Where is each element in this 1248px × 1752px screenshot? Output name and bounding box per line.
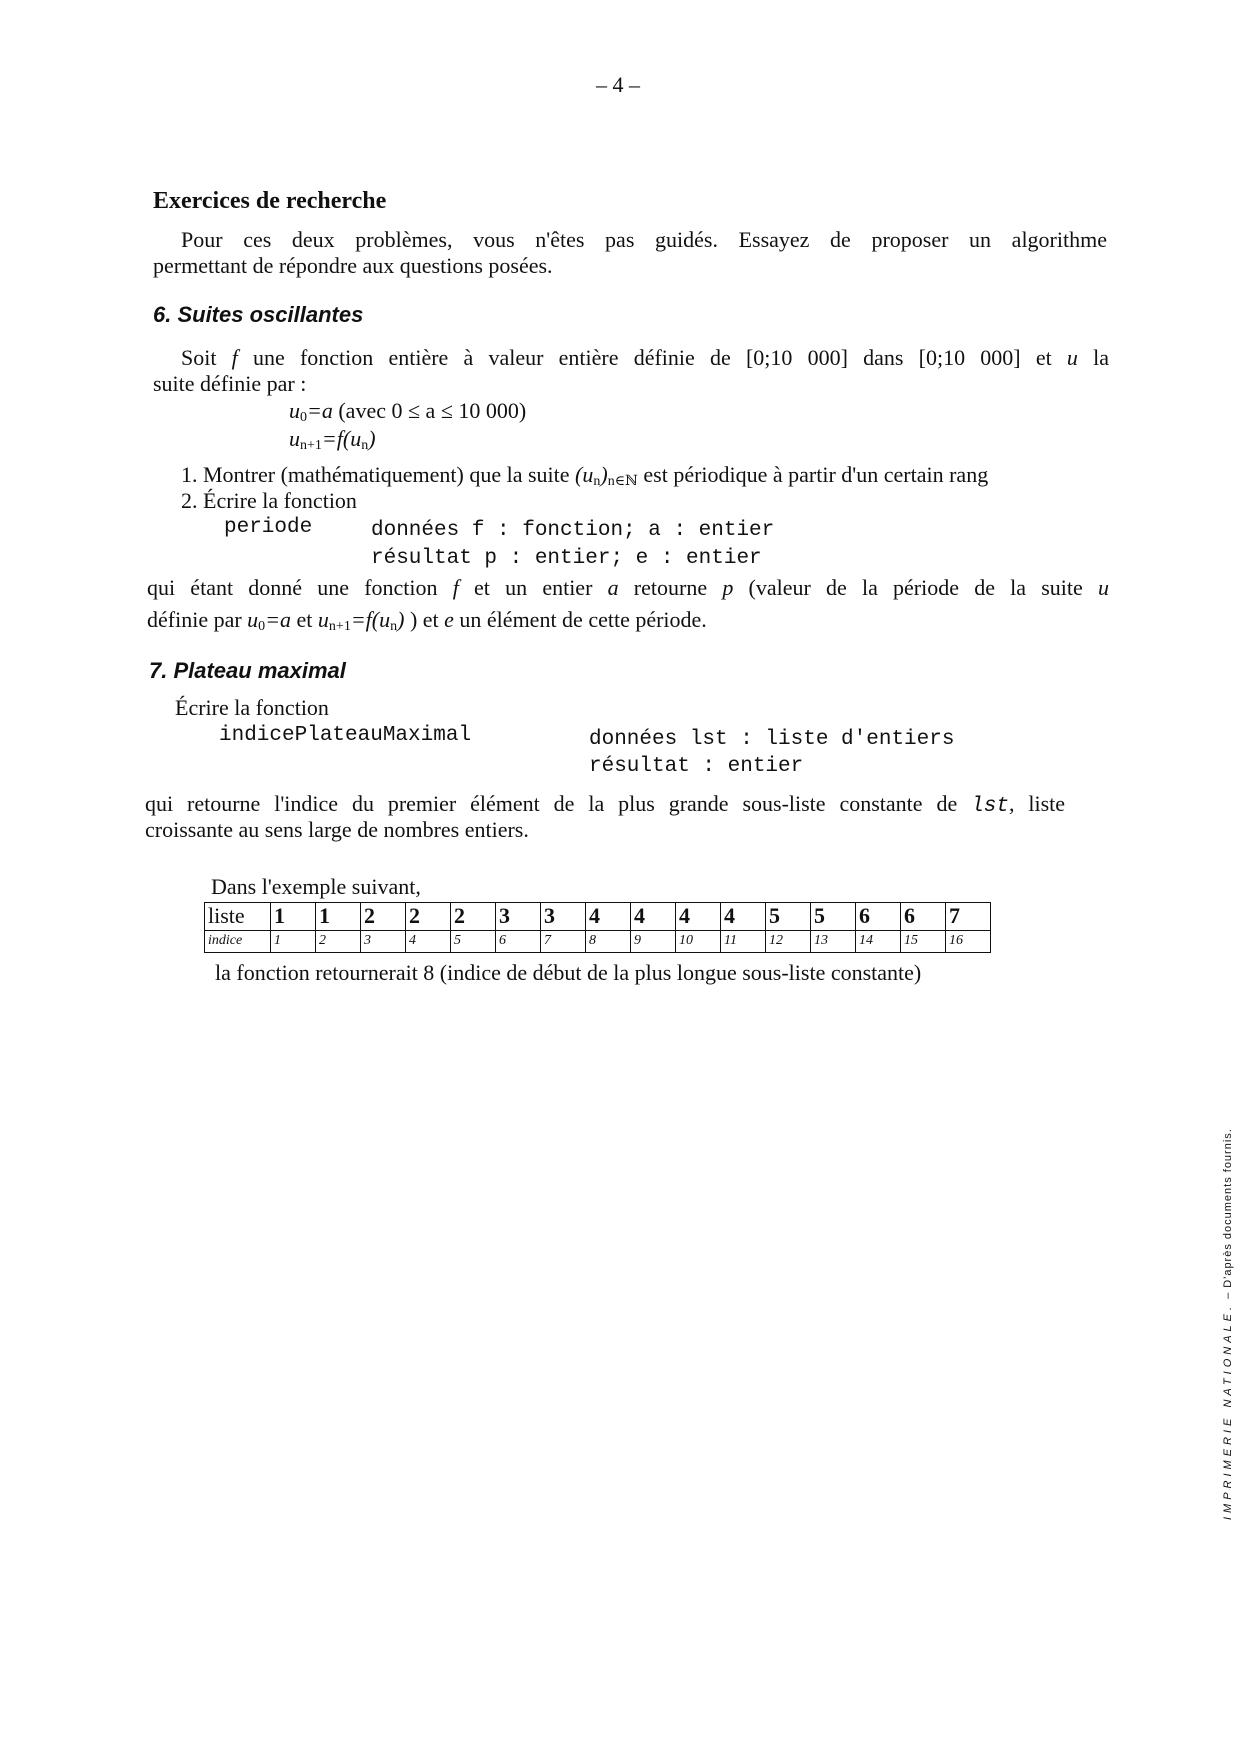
table-cell: 10 <box>676 931 721 953</box>
question-1: 1. Montrer (mathématiquement) que la suite $(u_n)_{n\in ℕ}$ est périodique à partir d'un certain rang <box>181 462 989 489</box>
section7-description-line1: qui retourne l'indice du premier élément de la plus grande sous-liste constante de lst, liste <box>145 791 1066 818</box>
table-cell: 15 <box>901 931 946 953</box>
printer-side-note: IMPRIMERIE NATIONALE. – D'après documents fournis. <box>1222 1128 1234 1520</box>
table-cell: 16 <box>946 931 991 953</box>
table-cell: 1 <box>271 903 316 931</box>
table-cell: 4 <box>676 903 721 931</box>
code-plateau-donnees: données lst : liste d'entiers <box>589 728 955 751</box>
example-intro: Dans l'exemple suivant, <box>211 874 421 899</box>
table-cell: 12 <box>766 931 811 953</box>
code-function-name-plateau: indicePlateauMaximal <box>219 724 472 747</box>
table-cell: 3 <box>361 931 406 953</box>
exercices-intro-line2: permettant de répondre aux questions posées. <box>153 253 553 278</box>
example-table <box>204 902 991 953</box>
table-cell: 2 <box>451 903 496 931</box>
table-cell: 5 <box>811 903 856 931</box>
table-cell: 8 <box>586 931 631 953</box>
section7-description-line2: croissante au sens large de nombres entiers. <box>145 817 529 842</box>
code-periode-resultat: résultat p : entier; e : entier <box>371 547 762 570</box>
page-number: – 4 – <box>596 72 640 97</box>
table-cell: 2 <box>406 903 451 931</box>
code-function-name-periode: periode <box>224 516 313 539</box>
table-cell: 7 <box>946 903 991 931</box>
table-cell: 14 <box>856 931 901 953</box>
exercices-intro-line1: Pour ces deux problèmes, vous n'êtes pas guidés. Essayez de proposer un algorithme <box>181 227 1107 252</box>
section6-paragraph-line2: suite définie par : <box>153 371 307 396</box>
table-row-indice <box>205 931 991 953</box>
table-cell: 13 <box>811 931 856 953</box>
table-cell: 3 <box>541 903 586 931</box>
section6-paragraph-line1: Soit f une fonction entière à valeur entière définie de [0;10 000] dans [0;10 000] et u la <box>181 345 1109 370</box>
table-cell: 9 <box>631 931 676 953</box>
table-cell: 6 <box>901 903 946 931</box>
table-cell: 3 <box>496 903 541 931</box>
equation-u0: $u_0=a$ (avec 0 ≤ a ≤ 10 000) <box>289 398 527 425</box>
table-cell: 2 <box>361 903 406 931</box>
table-row-liste <box>205 903 991 931</box>
question-2: 2. Écrire la fonction <box>181 488 357 513</box>
section7-intro: Écrire la fonction <box>175 695 329 720</box>
table-cell: 5 <box>451 931 496 953</box>
table-label-liste: liste <box>205 903 271 931</box>
table-cell: 4 <box>586 903 631 931</box>
table-cell: 1 <box>271 931 316 953</box>
example-conclusion: la fonction retournerait 8 (indice de début de la plus longue sous-liste constante) <box>215 960 922 985</box>
table-cell: 4 <box>631 903 676 931</box>
section6-heading: 6. Suites oscillantes <box>153 302 364 327</box>
equation-un1: $u_{n+1}=f(u_n)$ <box>289 426 376 453</box>
table-cell: 6 <box>856 903 901 931</box>
table-cell: 5 <box>766 903 811 931</box>
section6-description-line1: qui étant donné une fonction f et un entier a retourne p (valeur de la période de la suite u <box>147 575 1110 600</box>
table-cell: 11 <box>721 931 766 953</box>
table-cell: 2 <box>316 931 361 953</box>
table-label-indice: indice <box>205 931 271 953</box>
table-cell: 4 <box>721 903 766 931</box>
table-cell: 7 <box>541 931 586 953</box>
table-cell: 6 <box>496 931 541 953</box>
exercices-heading: Exercices de recherche <box>153 188 387 214</box>
section6-description-line2: définie par $u_0=a$ et $u_{n+1}=f(u_n)$ ) et e un élément de cette période. <box>147 607 707 634</box>
code-plateau-resultat: résultat : entier <box>589 755 804 778</box>
table-cell: 1 <box>316 903 361 931</box>
code-periode-donnees: données f : fonction; a : entier <box>371 519 775 542</box>
section7-heading: 7. Plateau maximal <box>149 658 346 683</box>
table-cell: 4 <box>406 931 451 953</box>
